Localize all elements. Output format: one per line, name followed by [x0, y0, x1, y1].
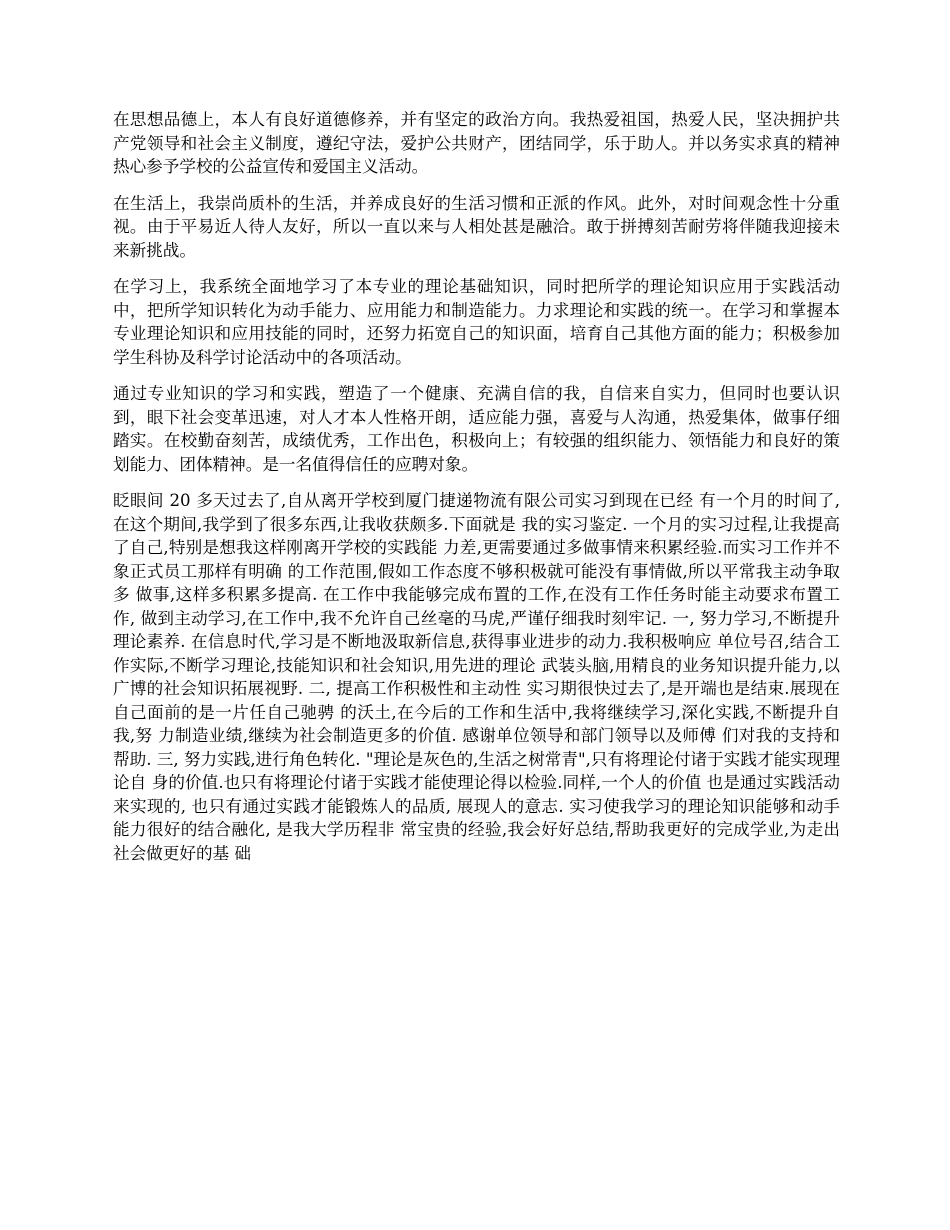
paragraph-life: 在生活上，我崇尚质朴的生活，并养成良好的生活习惯和正派的作风。此外，对时间观念性十分重视。由于平易近人待人友好，所以一直以来与人相处甚是融洽。敢于拼搏刻苦耐劳将伴随我迎接未来新挑战。 — [113, 193, 840, 260]
paragraph-internship: 眨眼间 20 多天过去了,自从离开学校到厦门捷递物流有限公司实习到现在已经 有一个月的时间了,在这个期间,我学到了很多东西,让我收获颇多.下面就是 我的实习鉴定. 一个月的实习过程,让我提高了自己,特别是想我这样刚离开学校的实践能 力差,更需要通过多做事情来积累经验.而实习工作并不象正式员工那样有明确 的工作范围,假如工作态度不够积极就可能没有事情做,所以平常我主动争取多 做事,这样多积累多提高. 在工作中我能够完成布置的工作,在没有工作任务时能主动要求布置工作, 做到主动学习,在工作中,我不允许自己丝毫的马虎,严谨仔细我时刻牢记. 一, 努力学习,不断提升理论素养. 在信息时代,学习是不断地汲取新信息,获得事业进步的动力.我积极响应 单位号召,结合工作实际,不断学习理论,技能知识和社会知识,用先进的理论 武装头脑,用精良的业务知识提升能力,以广博的社会知识拓展视野. 二, 提高工作积极性和主动性 实习期很快过去了,是开端也是结束.展现在自己面前的是一片任自己驰骋 的沃土,在今后的工作和生活中,我将继续学习,深化实践,不断提升自我,努 力制造业绩,继续为社会制造更多的价值. 感谢单位领导和部门领导以及师傅 们对我的支持和帮助. 三, 努力实践,进行角色转化. "理论是灰色的,生活之树常青",只有将理论付诸于实践才能实现理论自 身的价值.也只有将理论付诸于实践才能使理论得以检验.同样,一个人的价值 也是通过实践活动来实现的, 也只有通过实践才能锻炼人的品质, 展现人的意志. 实习使我学习的理论知识能够和动手能力很好的结合融化, 是我大学历程非 常宝贵的经验,我会好好总结,帮助我更好的完成学业,为走出社会做更好的基 础 — [113, 491, 840, 863]
document-page — [113, 108, 840, 865]
paragraph-moral-character: 在思想品德上，本人有良好道德修养，并有坚定的政治方向。我热爱祖国，热爱人民，坚决拥护共产党领导和社会主义制度，遵纪守法，爱护公共财产，团结同学，乐于助人。并以务实求真的精神热心参予学校的公益宣传和爱国主义活动。 — [113, 110, 840, 176]
paragraph-study: 在学习上，我系统全面地学习了本专业的理论基础知识，同时把所学的理论知识应用于实践活动中，把所学知识转化为动手能力、应用能力和制造能力。力求理论和实践的统一。在学习和掌握本专业理论知识和应用技能的同时，还努力拓宽自己的知识面，培育自己其他方面的能力；积极参加学生科协及科学讨论活动中的各项活动。 — [113, 277, 840, 367]
paragraph-self-assessment: 通过专业知识的学习和实践，塑造了一个健康、充满自信的我，自信来自实力，但同时也要认识到，眼下社会变革迅速，对人才本人性格开朗，适应能力强，喜爱与人沟通，热爱集体，做事仔细踏实。在校勤奋刻苦，成绩优秀，工作出色，积极向上；有较强的组织能力、领悟能力和良好的策划能力、团体精神。是一名值得信任的应聘对象。 — [113, 384, 840, 474]
